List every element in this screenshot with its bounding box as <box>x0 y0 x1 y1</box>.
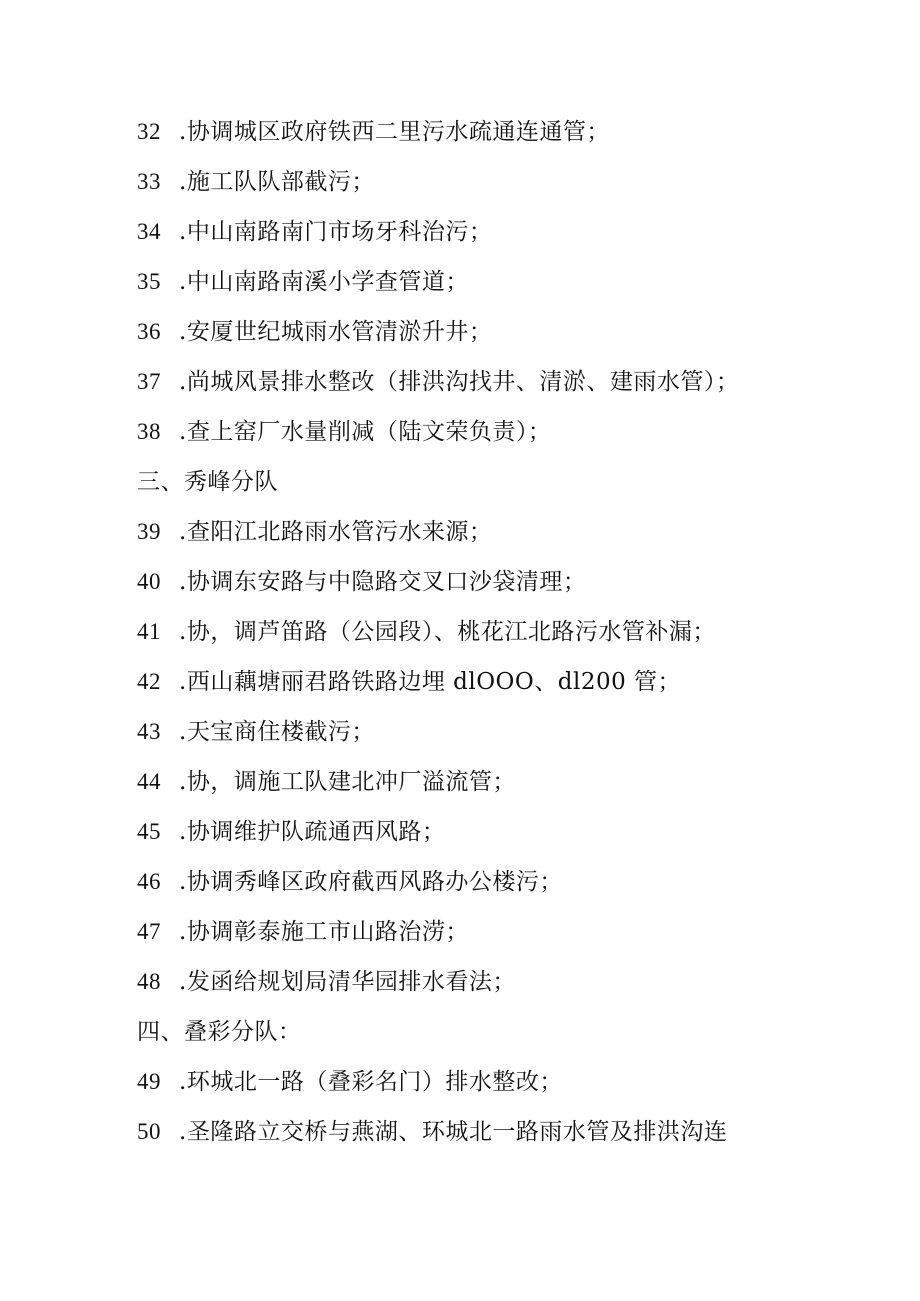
list-item <box>137 862 897 912</box>
item-text: 协调维护队疏通西风路； <box>186 819 446 845</box>
list-item <box>137 562 897 612</box>
item-text: 协调城区政府铁西二里污水疏通连通管； <box>186 119 610 145</box>
item-number: 40 <box>137 569 161 594</box>
item-separator: . <box>179 269 187 295</box>
item-separator: . <box>179 219 187 245</box>
item-number: 42 <box>137 669 161 694</box>
list-item <box>137 212 897 262</box>
item-separator: . <box>179 519 187 545</box>
item-text: 协，调施工队建北冲厂溢流管； <box>186 769 516 795</box>
item-number: 36 <box>137 319 161 344</box>
item-separator: . <box>179 119 187 145</box>
section-heading: 四、叠彩分队： <box>137 1019 302 1045</box>
list-item <box>137 1112 897 1162</box>
item-number: 50 <box>137 1119 161 1144</box>
list-item <box>137 262 897 312</box>
item-text: 协，调芦笛路（公园段）、桃花江北路污水管补漏； <box>186 619 716 645</box>
item-text: 查上窑厂水量削减（陆文荣负责）； <box>186 419 552 445</box>
item-number: 45 <box>137 819 161 844</box>
item-text: 天宝商住楼截污； <box>186 719 375 745</box>
list-item <box>137 962 897 1012</box>
item-text: 环城北一路（叠彩名门）排水整改； <box>186 1069 563 1095</box>
list-item <box>137 612 897 662</box>
item-text: 协调东安路与中隐路交叉口沙袋清理； <box>186 569 587 595</box>
list-item <box>137 512 897 562</box>
list-item <box>137 712 897 762</box>
item-number: 49 <box>137 1069 161 1094</box>
item-text: 圣隆路立交桥与燕湖、环城北一路雨水管及排洪沟连 <box>186 1119 728 1145</box>
item-separator: . <box>179 569 187 595</box>
item-number: 37 <box>137 369 161 394</box>
item-separator: . <box>179 419 187 445</box>
document-body <box>137 112 897 1162</box>
item-text: 中山南路南溪小学查管道； <box>186 269 469 295</box>
item-number: 35 <box>137 269 161 294</box>
item-separator: . <box>179 769 187 795</box>
list-item <box>137 662 897 712</box>
item-separator: . <box>179 1069 187 1095</box>
item-separator: . <box>179 719 187 745</box>
item-number: 41 <box>137 619 161 644</box>
item-number: 48 <box>137 969 161 994</box>
item-separator: . <box>179 369 187 395</box>
item-number: 46 <box>137 869 161 894</box>
list-item <box>137 362 897 412</box>
item-number: 47 <box>137 919 161 944</box>
item-number: 34 <box>137 219 161 244</box>
item-text: 协调彰泰施工市山路治涝； <box>186 919 469 945</box>
item-separator: . <box>179 1119 187 1145</box>
item-separator: . <box>179 619 187 645</box>
item-number: 32 <box>137 119 161 144</box>
section-heading: 三、秀峰分队 <box>137 469 278 495</box>
list-item <box>137 912 897 962</box>
item-number: 39 <box>137 519 161 544</box>
list-item <box>137 112 897 162</box>
item-separator: . <box>179 319 187 345</box>
item-separator: . <box>179 869 187 895</box>
item-text: 中山南路南门市场牙科治污； <box>186 219 493 245</box>
item-text: 施工队队部截污； <box>186 169 375 195</box>
list-item <box>137 762 897 812</box>
item-text: 发函给规划局清华园排水看法； <box>186 969 516 995</box>
list-item <box>137 412 897 462</box>
list-item <box>137 312 897 362</box>
item-separator: . <box>179 969 187 995</box>
item-separator: . <box>179 919 187 945</box>
item-number: 38 <box>137 419 161 444</box>
item-number: 44 <box>137 769 161 794</box>
item-text: 安厦世纪城雨水管清淤升井； <box>186 319 493 345</box>
list-item <box>137 162 897 212</box>
list-item <box>137 812 897 862</box>
item-text: 协调秀峰区政府截西风路办公楼污； <box>186 869 563 895</box>
list-item <box>137 1062 897 1112</box>
item-text: 尚城风景排水整改（排洪沟找井、清淤、建雨水管）； <box>186 369 740 395</box>
item-separator: . <box>179 169 187 195</box>
item-number: 43 <box>137 719 161 744</box>
item-separator: . <box>179 669 187 695</box>
item-separator: . <box>179 819 187 845</box>
item-text: 查阳江北路雨水管污水来源； <box>186 519 493 545</box>
item-text: 西山藕塘丽君路铁路边埋 dlOOO、dl200 管； <box>186 669 682 695</box>
item-number: 33 <box>137 169 161 194</box>
